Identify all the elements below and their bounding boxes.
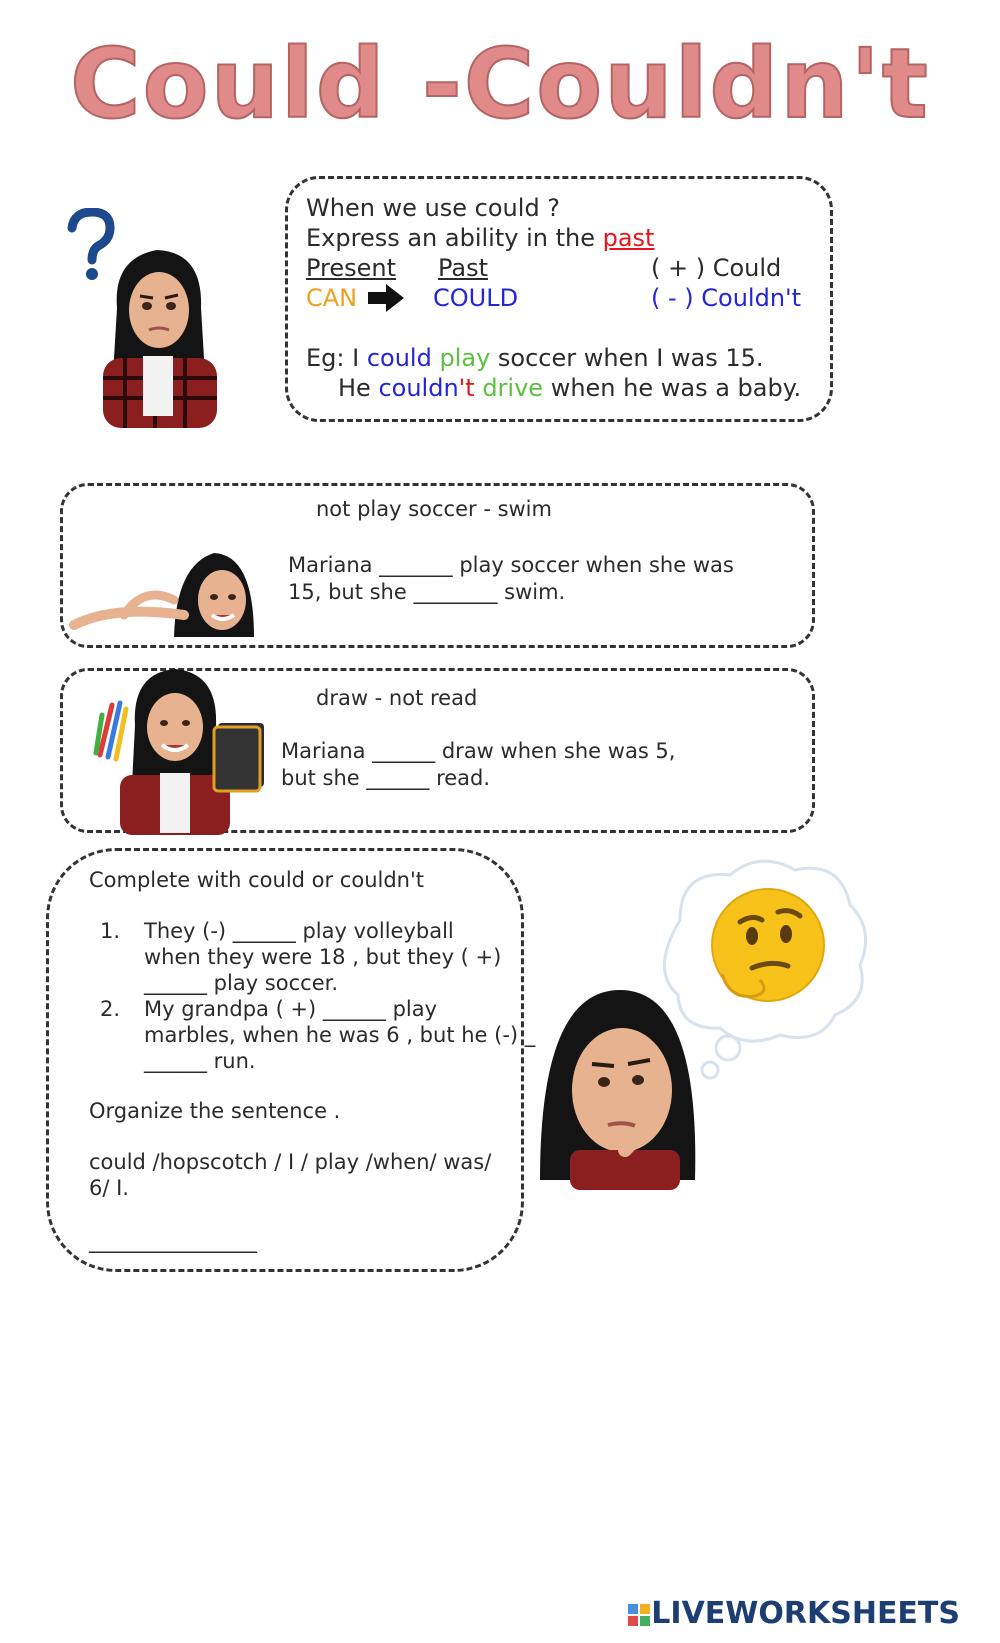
exercise-3-heading: Complete with could or couldn't	[89, 868, 424, 892]
plus-could: ( + ) Could	[651, 254, 782, 282]
organize-heading: Organize the sentence .	[89, 1099, 341, 1123]
express-line: Express an ability in the past	[306, 224, 655, 252]
item-1-line-2: when they were 18 , but they ( +)	[144, 945, 502, 969]
item-2-line-2: marbles, when he was 6 , but he (-) _	[144, 1023, 536, 1047]
avatar-confused	[95, 238, 225, 428]
present-label: Present	[306, 254, 397, 282]
right-arrow-icon	[366, 282, 406, 314]
exercise-1-hint: not play soccer - swim	[316, 497, 552, 521]
answer-line[interactable]: ________________	[89, 1229, 257, 1253]
item-1-number: 1.	[100, 919, 121, 943]
item-1-line-3: ______ play soccer.	[144, 971, 338, 995]
exercise-1-line-1: Mariana _______ play soccer when she was	[288, 553, 734, 577]
thinking-face-icon	[712, 889, 824, 1001]
item-1-line-1: They (-) ______ play volleyball	[144, 919, 454, 943]
exercise-1-line-2: 15, but she ________ swim.	[288, 580, 566, 604]
could-word: COULD	[433, 284, 519, 312]
question-line: When we use could ?	[306, 194, 561, 222]
item-2-number: 2.	[100, 997, 121, 1021]
can-word: CAN	[306, 284, 358, 312]
avatar-drawing	[90, 665, 275, 835]
liveworksheets-logo: LIVEWORKSHEETS	[627, 1596, 960, 1631]
scramble-line-2: 6/ I.	[89, 1176, 129, 1200]
example-2: He couldn't drive when he was a baby.	[338, 374, 802, 402]
exercise-2-line-1: Mariana ______ draw when she was 5,	[281, 739, 676, 763]
thinking-avatar	[530, 850, 875, 1195]
exercise-2-line-2: but she ______ read.	[281, 766, 491, 790]
past-label: Past	[438, 254, 489, 282]
exercise-3-box	[46, 848, 524, 1272]
scramble-line-1: could /hopscotch / I / play /when/ was/	[89, 1150, 492, 1174]
avatar-swimming	[64, 545, 264, 640]
item-2-line-1: My grandpa ( +) ______ play	[144, 997, 438, 1021]
worksheet-title: Could -Couldn't	[70, 28, 930, 140]
brand-logo-icon	[627, 1603, 651, 1627]
minus-couldnt: ( - ) Couldn't	[651, 284, 802, 312]
exercise-2-hint: draw - not read	[316, 686, 478, 710]
example-1: Eg: I could play soccer when I was 15.	[306, 344, 764, 372]
item-2-line-3: ______ run.	[144, 1049, 256, 1073]
past-word: past	[602, 224, 655, 252]
